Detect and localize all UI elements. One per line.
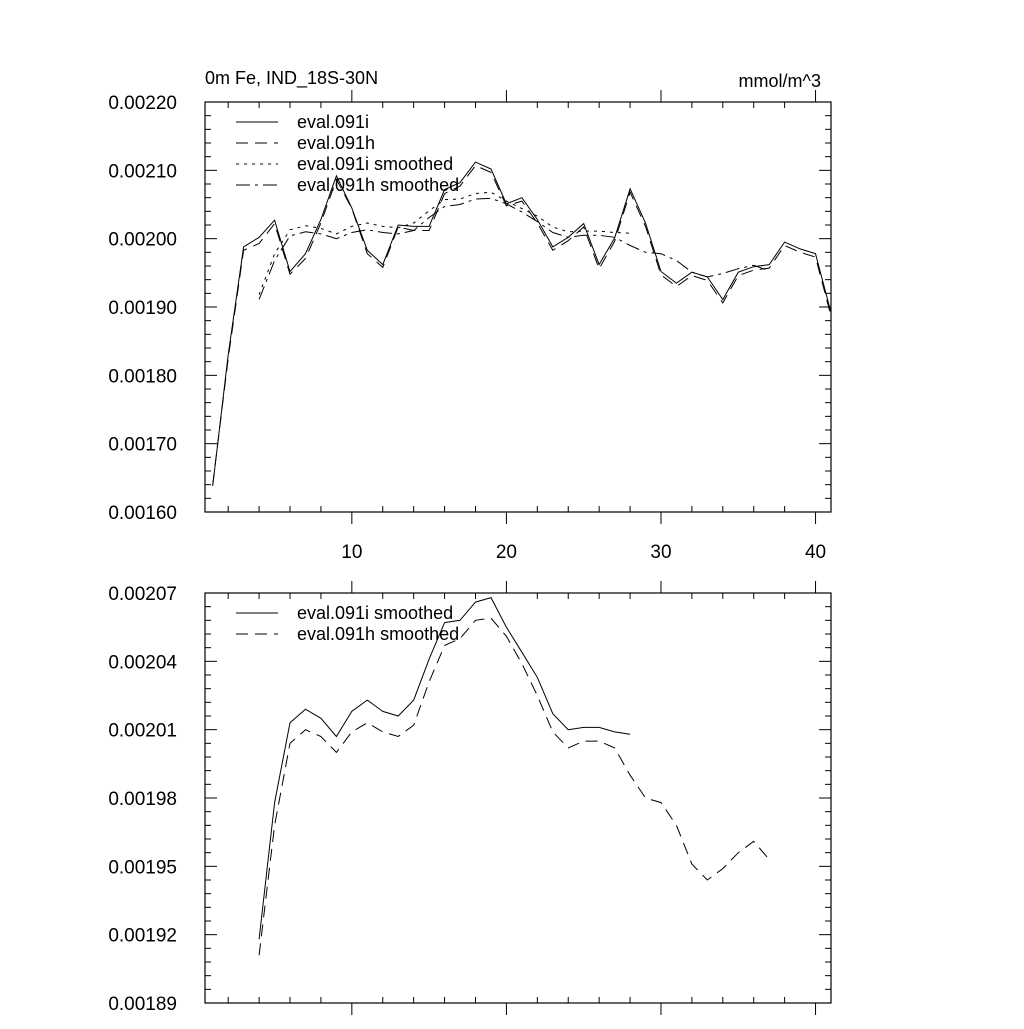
y-tick-label: 0.00192 <box>108 925 177 947</box>
y-tick-label: 0.00170 <box>108 434 177 456</box>
y-tick-label: 0.00204 <box>108 652 177 674</box>
legend-label: eval.091i smoothed <box>297 603 454 623</box>
y-tick-label: 0.00207 <box>108 584 177 605</box>
legend-label: eval.091h smoothed <box>297 175 460 195</box>
y-tick-label: 0.00190 <box>108 298 177 319</box>
series-line-eval-091h-smoothed <box>259 198 769 299</box>
series-line-eval-091i-smoothed <box>259 598 630 940</box>
series-line-eval-091i-smoothed <box>259 192 630 295</box>
x-tick-label: 10 <box>341 542 363 563</box>
y-tick-label: 0.00180 <box>108 366 177 388</box>
chart-title: 0m Fe, IND_18S-30N <box>205 68 379 88</box>
y-tick-label: 0.00220 <box>108 93 177 114</box>
y-tick-label: 0.00189 <box>108 994 177 1015</box>
legend-label: eval.091i <box>297 112 370 132</box>
y-tick-label: 0.00210 <box>108 161 177 183</box>
series-line-eval-091h-smoothed <box>259 618 769 955</box>
x-tick-label: 30 <box>650 542 672 563</box>
y-tick-label: 0.00160 <box>108 503 177 524</box>
series-line-eval-091i <box>213 162 831 486</box>
legend-label: eval.091h smoothed <box>297 624 460 644</box>
y-tick-label: 0.00201 <box>108 720 177 742</box>
legend-label: eval.091h <box>297 133 376 153</box>
x-tick-label: 20 <box>495 542 517 563</box>
y-tick-label: 0.00198 <box>108 789 177 810</box>
chart-units-label: mmol/m^3 <box>738 71 821 91</box>
y-tick-label: 0.00195 <box>108 857 177 879</box>
legend-label: eval.091i smoothed <box>297 154 454 174</box>
y-tick-label: 0.00200 <box>108 229 177 251</box>
plot-frame-2 <box>205 593 831 1003</box>
series-line-eval-091h <box>213 166 831 485</box>
x-tick-label: 40 <box>804 542 827 563</box>
